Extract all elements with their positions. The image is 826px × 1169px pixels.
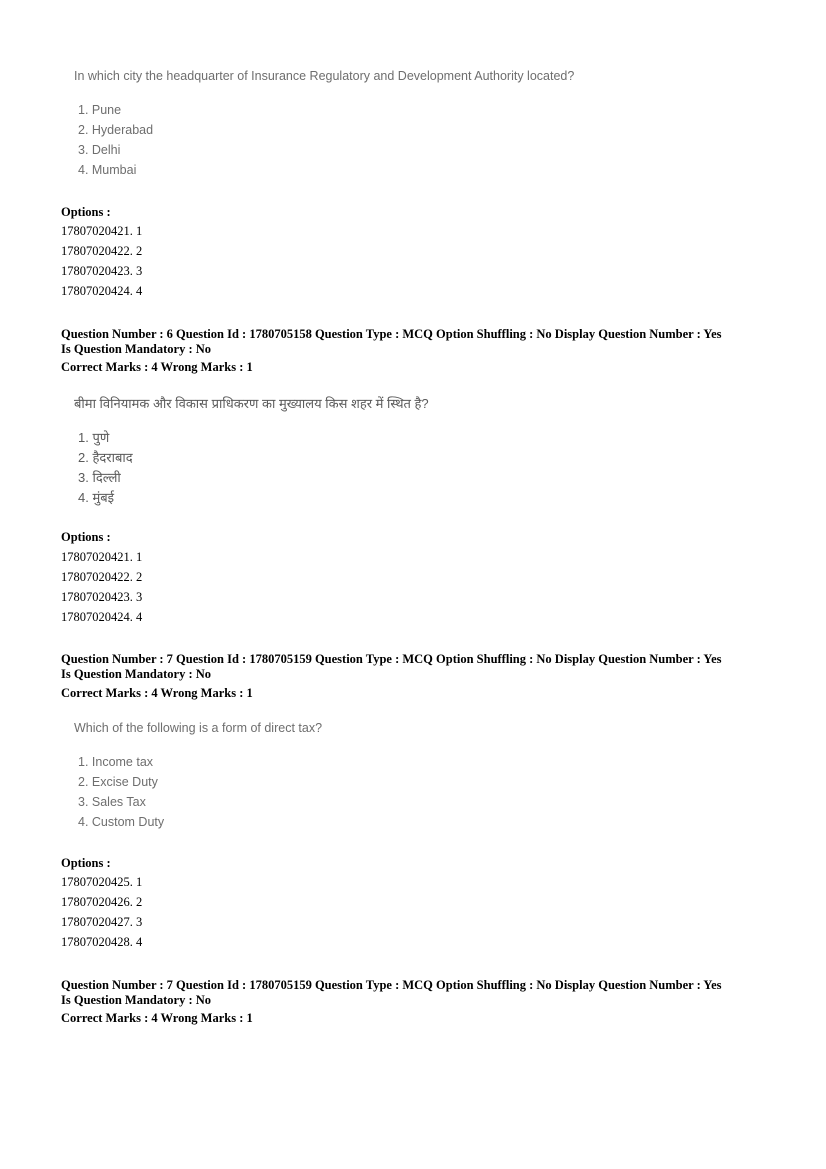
choice-4: 4. मुंबई — [78, 490, 115, 505]
options-label: Options : — [61, 856, 111, 870]
option-line: 17807020424. 4 — [61, 610, 143, 624]
question-mandatory: Is Question Mandatory : No — [61, 667, 212, 681]
option-line: 17807020421. 1 — [61, 550, 143, 564]
question-text: In which city the headquarter of Insurance Regulatory and Development Authority located? — [74, 69, 575, 83]
choice-4: 4. Custom Duty — [78, 815, 165, 829]
question-marks: Correct Marks : 4 Wrong Marks : 1 — [61, 1011, 253, 1025]
option-line: 17807020421. 1 — [61, 224, 143, 238]
choice-2: 2. Excise Duty — [78, 775, 158, 789]
options-label: Options : — [61, 205, 111, 219]
question-image-2 — [74, 394, 634, 506]
question-header-line1: Question Number : 6 Question Id : 1780705158 Question Type : MCQ Option Shuffling : No Display Question Number : Yes — [61, 327, 722, 341]
question-marks: Correct Marks : 4 Wrong Marks : 1 — [61, 686, 253, 700]
option-line: 17807020428. 4 — [61, 935, 143, 949]
choice-2: 2. हैदराबाद — [78, 450, 133, 465]
option-line: 17807020426. 2 — [61, 895, 143, 909]
option-line: 17807020425. 1 — [61, 875, 143, 889]
choice-3: 3. Sales Tax — [78, 795, 146, 809]
choice-1: 1. Income tax — [78, 755, 154, 769]
choice-3: 3. Delhi — [78, 143, 121, 157]
option-line: 17807020424. 4 — [61, 284, 143, 298]
choice-3: 3. दिल्ली — [78, 470, 121, 485]
choice-2: 2. Hyderabad — [78, 123, 154, 137]
choice-4: 4. Mumbai — [78, 163, 137, 177]
question-header-line1: Question Number : 7 Question Id : 1780705159 Question Type : MCQ Option Shuffling : No Display Question Number : Yes — [61, 978, 722, 992]
question-image-1 — [74, 69, 634, 181]
choice-1: 1. Pune — [78, 103, 122, 117]
question-mandatory: Is Question Mandatory : No — [61, 993, 212, 1007]
option-line: 17807020427. 3 — [61, 915, 143, 929]
question-marks: Correct Marks : 4 Wrong Marks : 1 — [61, 360, 253, 374]
option-line: 17807020423. 3 — [61, 590, 143, 604]
question-text: Which of the following is a form of direct tax? — [74, 721, 323, 735]
question-image-3 — [74, 721, 634, 833]
question-text: बीमा विनियामक और विकास प्राधिकरण का मुख्यालय किस शहर में स्थित है? — [74, 396, 429, 411]
options-label: Options : — [61, 530, 111, 544]
option-line: 17807020422. 2 — [61, 570, 143, 584]
option-line: 17807020422. 2 — [61, 244, 143, 258]
choice-1: 1. पुणे — [78, 430, 110, 445]
question-header-line1: Question Number : 7 Question Id : 1780705159 Question Type : MCQ Option Shuffling : No Display Question Number : Yes — [61, 652, 722, 666]
option-line: 17807020423. 3 — [61, 264, 143, 278]
question-mandatory: Is Question Mandatory : No — [61, 342, 212, 356]
